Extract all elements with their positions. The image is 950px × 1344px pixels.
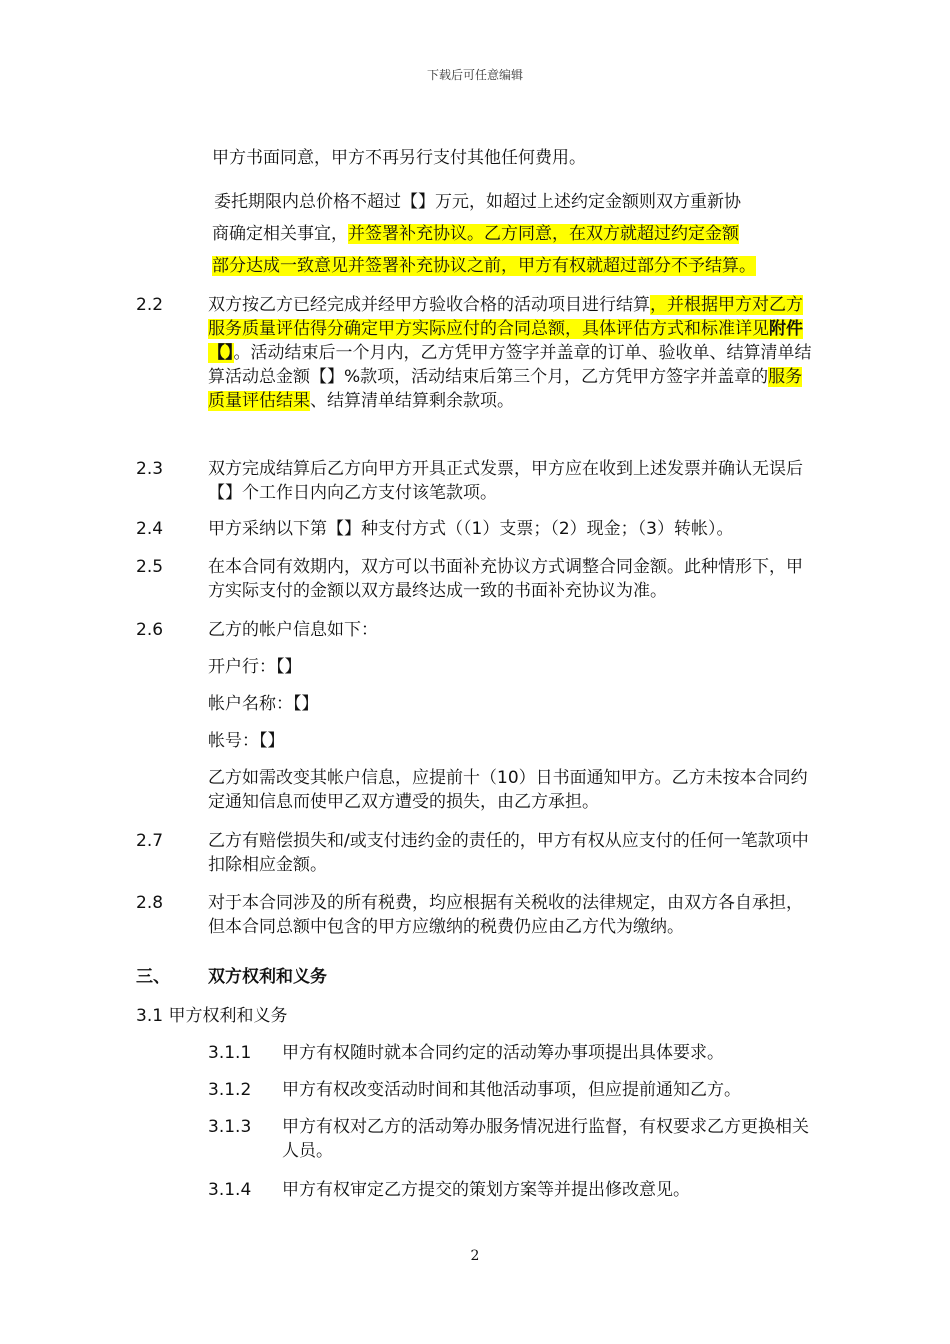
- clause-2-7-text: 乙方有赔偿损失和/或支付违约金的责任的，甲方有权从应支付的任何一笔款项中扣除相应金额。: [208, 831, 809, 875]
- account-number-line: 帐号：【】: [208, 731, 285, 751]
- highlighted-text: 并签署补充协议。乙方同意，在双方就超过约定金额: [348, 224, 739, 244]
- clause-text: 、结算清单结算剩余款项。: [310, 391, 514, 411]
- clause-2-4-text: 甲方采纳以下第【】种支付方式（（1）支票；（2）现金；（3）转帐）。: [208, 519, 734, 539]
- intro-para-line-3: [212, 254, 756, 278]
- item-number: 3.1.1: [208, 1043, 252, 1063]
- clause-2-3-text: 双方完成结算后乙方向甲方开具正式发票，甲方应在收到上述发票并确认无误后【】个工作日内向乙方支付该笔款项。: [208, 459, 803, 503]
- clause-number: 2.8: [136, 893, 164, 913]
- highlighted-attachment: 附件【】: [208, 319, 803, 363]
- clause-number: 2.3: [136, 459, 164, 479]
- item-number: 3.1.2: [208, 1080, 252, 1100]
- highlighted-text: 服务质量评估结果: [208, 367, 803, 411]
- clause-2-6-text: 乙方的帐户信息如下：: [208, 620, 378, 640]
- clause-2-8-text: 对于本合同涉及的所有税费，均应根据有关税收的法律规定，由双方各自承担，但本合同总额中包含的甲方应缴纳的税费仍应由乙方代为缴纳。: [208, 893, 803, 937]
- highlighted-text: ，并根据甲方对乙方服务质量评估得分确定甲方实际应付的合同总额，具体评估方式和标准详见: [208, 295, 803, 339]
- clause-number: 2.2: [136, 295, 164, 315]
- item-text: 甲方有权审定乙方提交的策划方案等并提出修改意见。: [282, 1180, 690, 1200]
- clause-number: 2.6: [136, 620, 164, 640]
- account-change-note: 乙方如需改变其帐户信息，应提前十（10）日书面通知甲方。乙方未按本合同约定通知信息而使甲乙双方遭受的损失，由乙方承担。: [208, 768, 808, 812]
- clause-number: 2.7: [136, 831, 164, 851]
- clause-2-5-text: 在本合同有效期内，双方可以书面补充协议方式调整合同金额。此种情形下，甲方实际支付的金额以双方最终达成一致的书面补充协议为准。: [208, 557, 803, 601]
- section-number: 三、: [136, 967, 170, 987]
- clause-number: 2.4: [136, 519, 164, 539]
- clause-2-2-text: [208, 293, 818, 413]
- highlighted-text: 部分达成一致意见并签署补充协议之前，甲方有权就超过部分不予结算。: [212, 256, 756, 276]
- intro-para-text: 商确定相关事宜，: [212, 224, 348, 244]
- item-number: 3.1.3: [208, 1117, 252, 1137]
- page-header: 下载后可任意编辑: [426, 68, 523, 82]
- item-number: 3.1.4: [208, 1180, 252, 1200]
- clause-number: 2.5: [136, 557, 164, 577]
- account-name-line: 帐户名称：【】: [208, 694, 319, 714]
- clause-text: 双方按乙方已经完成并经甲方验收合格的活动项目进行结算: [208, 295, 650, 315]
- intro-line: 甲方书面同意，甲方不再另行支付其他任何费用。: [212, 148, 586, 168]
- section-title: 双方权利和义务: [208, 967, 327, 987]
- item-text: 甲方有权随时就本合同约定的活动筹办事项提出具体要求。: [282, 1043, 724, 1063]
- intro-para-line-2: [212, 222, 739, 246]
- clause-text: 。活动结束后一个月内，乙方凭甲方签字并盖章的订单、验收单、结算清单结算活动总金额【】%款项，活动结束后第三个月，乙方凭甲方签字并盖章的: [208, 343, 812, 387]
- bank-line: 开户行：【】: [208, 657, 302, 677]
- intro-para-line-1: 委托期限内总价格不超过【】万元，如超过上述约定金额则双方重新协: [214, 192, 741, 212]
- item-text: 甲方有权改变活动时间和其他活动事项，但应提前通知乙方。: [282, 1080, 741, 1100]
- item-text: 甲方有权对乙方的活动筹办服务情况进行监督，有权要求乙方更换相关人员。: [282, 1117, 809, 1161]
- subsection-title: 3.1 甲方权利和义务: [136, 1006, 288, 1026]
- page-number: 2: [470, 1248, 480, 1264]
